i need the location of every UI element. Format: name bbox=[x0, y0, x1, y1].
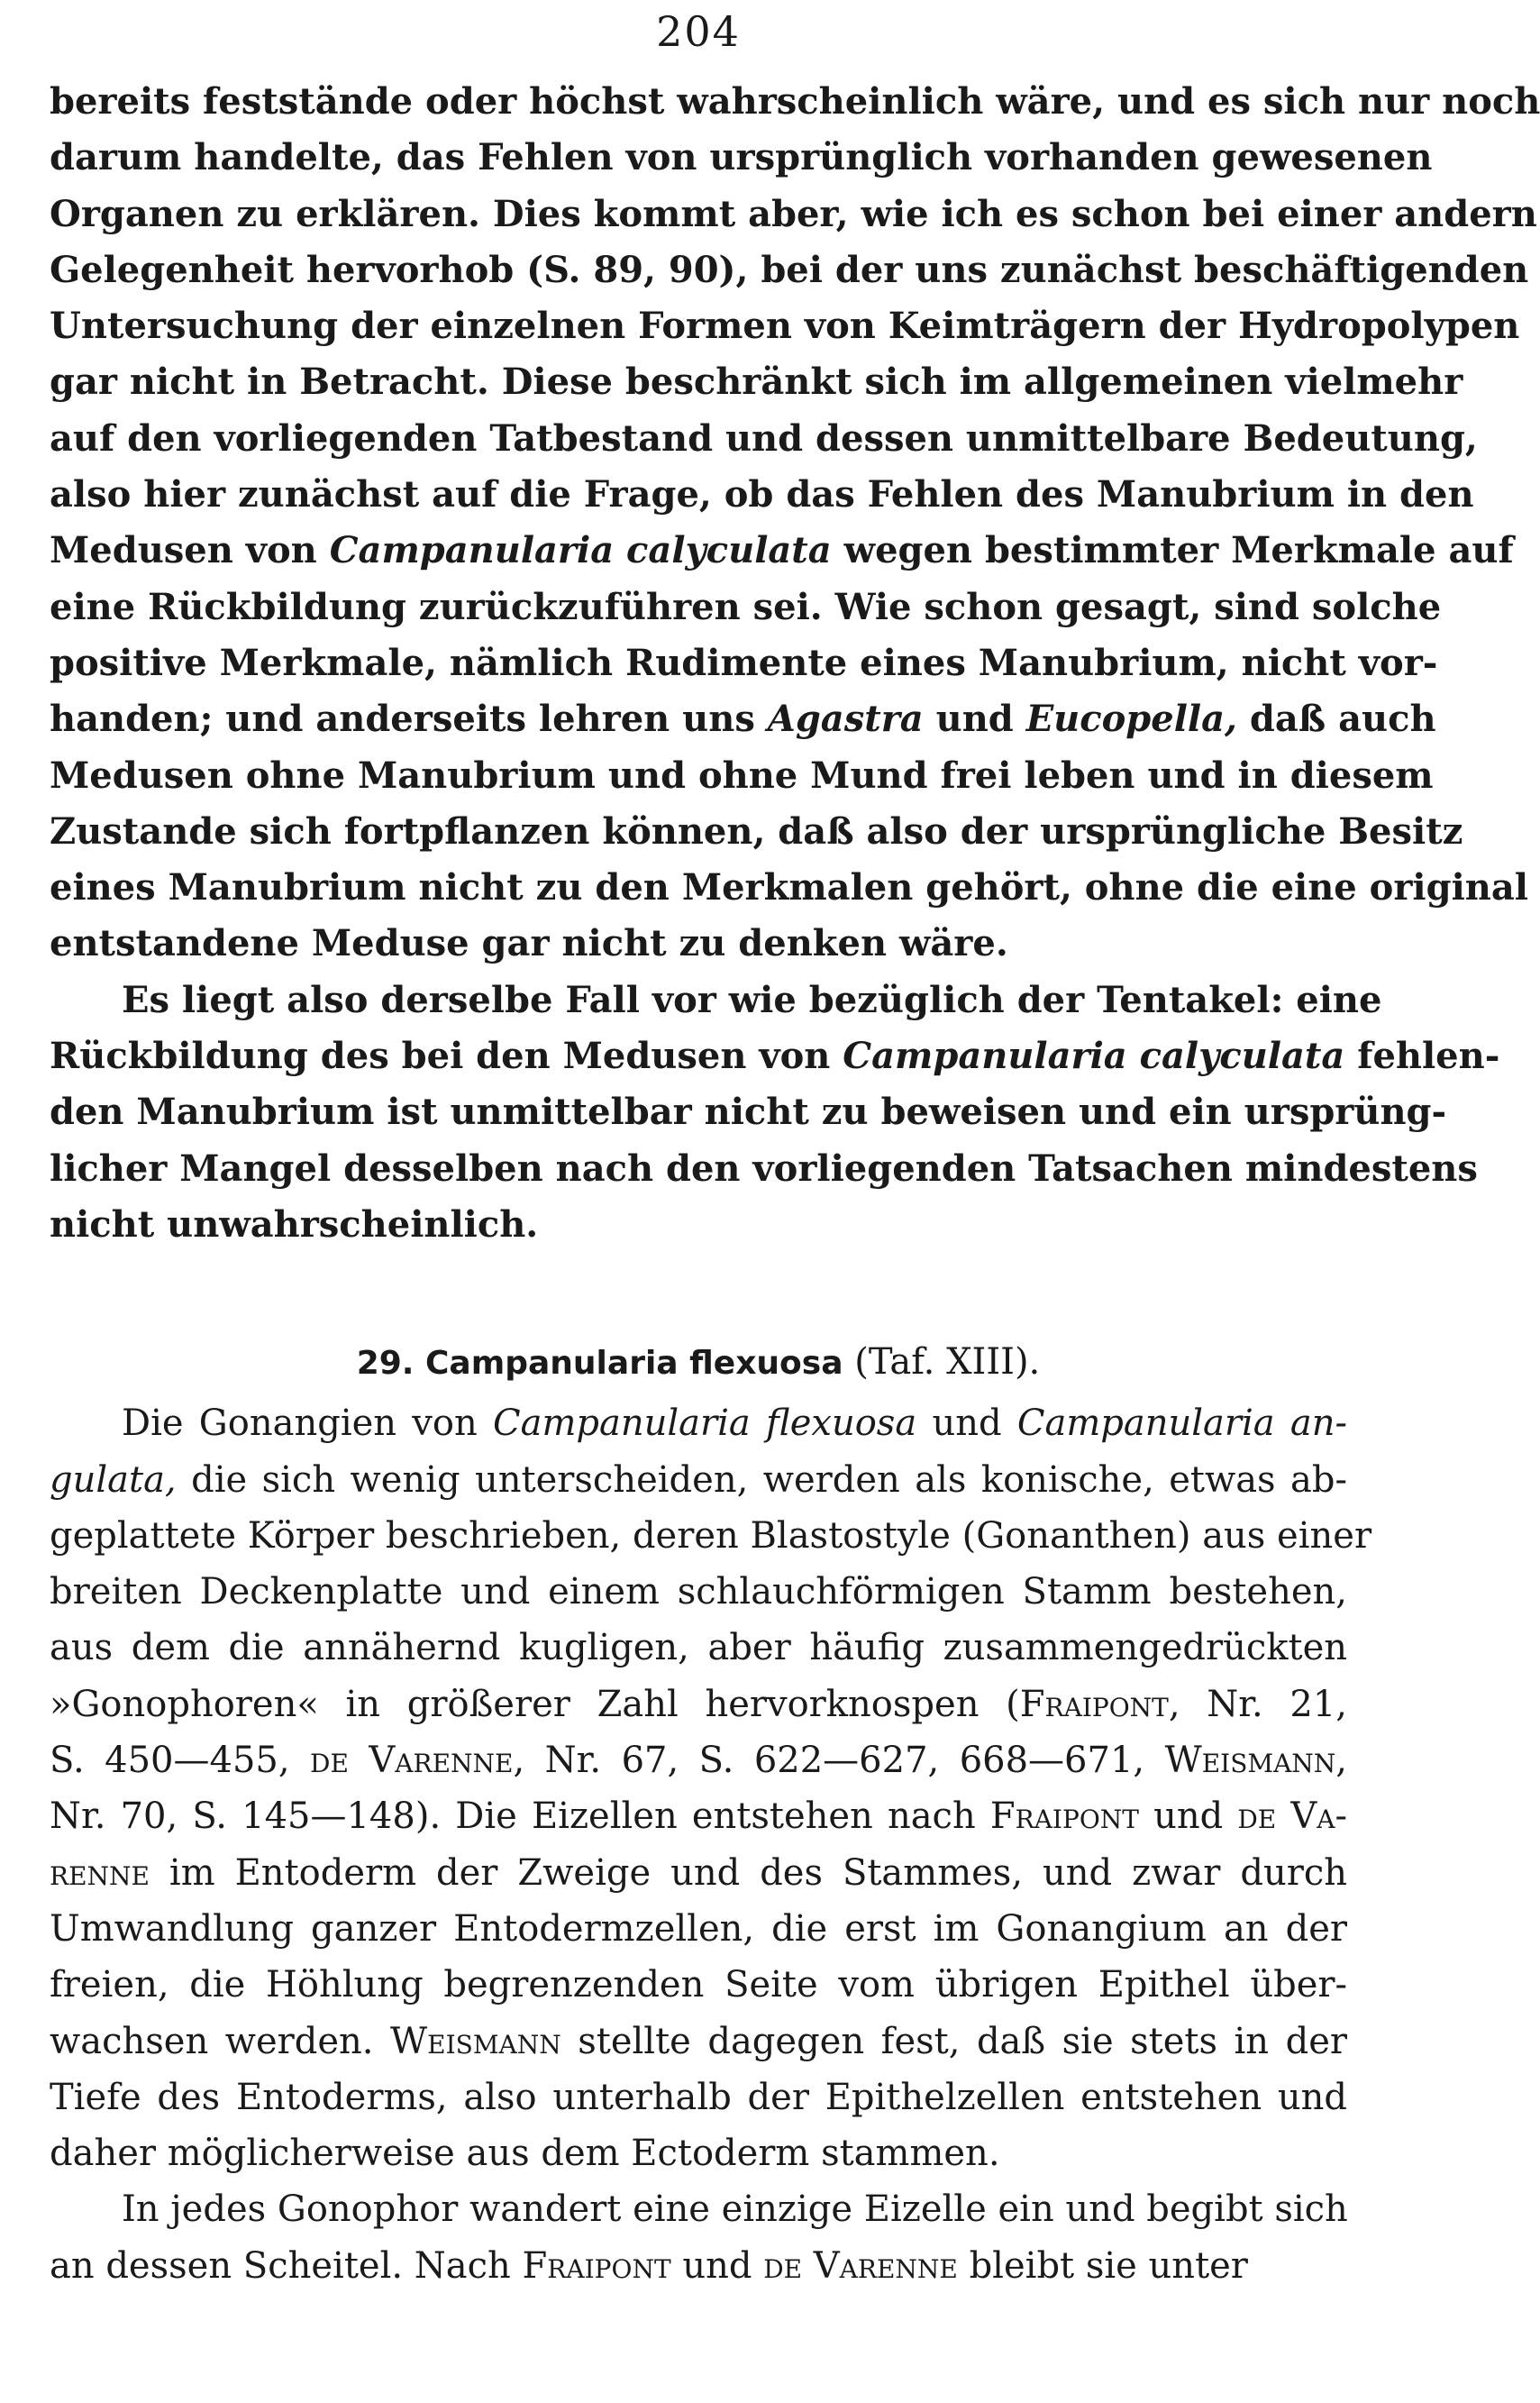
text-line bbox=[50, 804, 1463, 860]
text-line bbox=[50, 467, 1474, 523]
text-line bbox=[50, 2125, 1347, 2181]
text-run: die sich wenig unterscheiden, werden als konische, etwas ab- bbox=[176, 1458, 1347, 1501]
text-run: , Nr. 67, S. 622—627, 668—671, bbox=[513, 1740, 1165, 1782]
text-run: handen; und anderseits lehren uns bbox=[50, 698, 768, 741]
text-line bbox=[50, 411, 1478, 467]
text-run: gar nicht in Betracht. Diese beschränkt sich im allgemeinen vielmehr bbox=[50, 361, 1463, 404]
text-run: stellte dagegen fest, daß sie stets in der bbox=[560, 2020, 1347, 2062]
text-line bbox=[50, 973, 1382, 1028]
text-line bbox=[50, 1395, 1347, 1451]
italic-term: Campanularia flexuosa bbox=[493, 1403, 917, 1445]
text-line bbox=[50, 1677, 1347, 1732]
text-line bbox=[50, 691, 1436, 747]
text-run: In jedes Gonophor wandert eine einzige Eizelle ein und begibt sich bbox=[122, 2188, 1348, 2231]
author-name: Fraipont bbox=[522, 2244, 671, 2287]
italic-term: Campanularia an- bbox=[1016, 1403, 1348, 1445]
text-run: eine Rückbildung zurückzuführen sei. Wie schon gesagt, sind solche bbox=[50, 585, 1442, 628]
text-line bbox=[50, 187, 1537, 242]
text-line bbox=[50, 298, 1520, 354]
text-run: Gelegenheit hervorhob (S. 89, 90), bei der uns zunächst beschäftigenden bbox=[50, 248, 1529, 291]
text-line bbox=[50, 354, 1463, 410]
text-line bbox=[50, 1197, 1347, 1253]
text-run: S. 450—455, bbox=[50, 1740, 311, 1782]
text-line bbox=[50, 242, 1529, 298]
section-heading-title: 29. Campanularia flexuosa bbox=[356, 1345, 843, 1383]
italic-term: Agastra bbox=[767, 698, 924, 741]
text-run: Zustande sich fortpflanzen können, daß also der ursprüngliche Besitz bbox=[50, 809, 1463, 853]
text-run: fehlen- bbox=[1344, 1035, 1500, 1078]
text-run: im Entoderm der Zweige und des Stammes, und zwar durch bbox=[149, 1851, 1347, 1894]
text-run: eines Manubrium nicht zu den Merkmalen gehört, ohne die eine original bbox=[50, 866, 1528, 909]
text-line bbox=[50, 1620, 1347, 1676]
text-run: Untersuchung der einzelnen Formen von Keimträgern der Hydropolypen bbox=[50, 305, 1520, 348]
text-run: , Nr. 21, bbox=[1168, 1683, 1348, 1725]
text-run: Rückbildung des bei den Medusen von bbox=[50, 1035, 843, 1078]
text-run: Medusen von bbox=[50, 529, 330, 572]
text-run: daß auch bbox=[1236, 698, 1436, 741]
text-run: und bbox=[670, 2244, 764, 2287]
text-run: positive Merkmale, nämlich Rudimente eines Manubrium, nicht vor- bbox=[50, 641, 1438, 684]
text-run: und bbox=[923, 698, 1026, 741]
author-name: de Varenne bbox=[310, 1740, 514, 1782]
text-line bbox=[50, 1508, 1372, 1564]
text-block-before-heading bbox=[50, 74, 1540, 1253]
text-run: , bbox=[1335, 1740, 1348, 1782]
author-name: de Va- bbox=[1237, 1795, 1348, 1838]
text-line bbox=[50, 860, 1528, 916]
text-line bbox=[50, 916, 1347, 972]
text-run: Die Gonangien von bbox=[122, 1403, 494, 1445]
section-heading-suffix: (Taf. XIII). bbox=[854, 1341, 1041, 1384]
text-run: daher möglicherweise aus dem Ectoderm stammen. bbox=[50, 2133, 1000, 2175]
text-run: darum handelte, das Fehlen von ursprünglich vorhanden gewesenen bbox=[50, 136, 1433, 179]
text-run: Umwandlung ganzer Entodermzellen, die erst im Gonangium an der bbox=[50, 1907, 1347, 1950]
text-run: Tiefe des Entoderms, also unterhalb der Epithelzellen entstehen und bbox=[50, 2076, 1347, 2118]
text-line bbox=[50, 2070, 1347, 2125]
text-line bbox=[50, 1028, 1500, 1084]
text-run: entstandene Meduse gar nicht zu denken wäre. bbox=[50, 922, 1008, 965]
author-name: Fraipont bbox=[1019, 1683, 1169, 1725]
paragraph bbox=[50, 973, 1500, 1253]
text-line bbox=[50, 1452, 1347, 1508]
text-line bbox=[50, 130, 1433, 186]
italic-term: gulata, bbox=[50, 1458, 177, 1501]
text-line bbox=[50, 1957, 1347, 2013]
text-line bbox=[50, 1845, 1347, 1901]
text-line bbox=[50, 580, 1442, 635]
author-name: Fraipont bbox=[989, 1795, 1139, 1838]
text-line bbox=[50, 2181, 1347, 2237]
text-line bbox=[50, 1732, 1347, 1788]
text-run: also hier zunächst auf die Frage, ob das Fehlen des Manubrium in den bbox=[50, 473, 1474, 516]
document-page bbox=[50, 0, 1540, 2294]
text-run: bereits feststände oder höchst wahrscheinlich wäre, und es sich nur noch bbox=[50, 80, 1540, 123]
text-line bbox=[50, 523, 1514, 579]
italic-term: Campanularia calyculata bbox=[843, 1035, 1345, 1078]
text-run: geplattete Körper beschrieben, deren Blastostyle (Gonanthen) aus einer bbox=[50, 1514, 1372, 1557]
text-line bbox=[50, 2238, 1347, 2294]
text-run: Nr. 70, S. 145—148). Die Eizellen entstehen nach bbox=[50, 1795, 990, 1838]
author-name: de Varenne bbox=[763, 2244, 958, 2287]
text-run: Es liegt also derselbe Fall vor wie bezüglich der Tentakel: eine bbox=[122, 978, 1382, 1021]
text-run: nicht unwahrscheinlich. bbox=[50, 1202, 539, 1246]
text-run: breiten Deckenplatte und einem schlauchförmigen Stamm bestehen, bbox=[50, 1571, 1347, 1613]
paragraph bbox=[50, 2181, 1347, 2294]
text-line bbox=[50, 1788, 1347, 1844]
text-run: licher Mangel desselben nach den vorliegenden Tatsachen mindestens bbox=[50, 1147, 1478, 1190]
text-run: »Gonophoren« in größerer Zahl hervorknospen ( bbox=[50, 1683, 1020, 1725]
text-line bbox=[50, 1901, 1347, 1957]
text-line bbox=[50, 2014, 1347, 2070]
text-line bbox=[50, 635, 1438, 691]
paragraph bbox=[50, 74, 1540, 973]
section-heading bbox=[50, 1334, 1347, 1395]
text-line bbox=[50, 748, 1434, 804]
text-block-after-heading bbox=[50, 1395, 1372, 2294]
text-run: wegen bestimmter Merkmale auf bbox=[831, 529, 1514, 572]
author-name: Weismann bbox=[390, 2020, 561, 2062]
text-line bbox=[50, 1141, 1478, 1197]
text-line bbox=[50, 74, 1540, 130]
italic-term: Campanularia calyculata bbox=[329, 529, 832, 572]
text-run: wachsen werden. bbox=[50, 2020, 391, 2062]
text-run: und bbox=[916, 1403, 1017, 1445]
italic-term: Eucopella, bbox=[1025, 698, 1237, 741]
text-run: bleibt sie unter bbox=[957, 2244, 1248, 2287]
text-run: aus dem die annähernd kugligen, aber häufig zusammengedrückten bbox=[50, 1627, 1347, 1669]
text-run: freien, die Höhlung begrenzenden Seite vom übrigen Epithel über- bbox=[50, 1964, 1347, 2006]
text-run: Medusen ohne Manubrium und ohne Mund frei leben und in diesem bbox=[50, 754, 1434, 797]
text-run: den Manubrium ist unmittelbar nicht zu beweisen und ein ursprüng- bbox=[50, 1091, 1447, 1134]
text-run: auf den vorliegenden Tatbestand und dessen unmittelbare Bedeutung, bbox=[50, 416, 1478, 460]
text-line bbox=[50, 1564, 1347, 1620]
text-run: Organen zu erklären. Dies kommt aber, wie ich es schon bei einer andern bbox=[50, 192, 1537, 235]
paragraph bbox=[50, 1395, 1372, 2181]
author-name: Weismann bbox=[1164, 1740, 1336, 1782]
section-spacer bbox=[50, 1253, 1347, 1334]
page-number: 204 bbox=[656, 7, 741, 56]
text-line bbox=[50, 1084, 1447, 1140]
text-run: an dessen Scheitel. Nach bbox=[50, 2244, 523, 2287]
text-run: und bbox=[1138, 1795, 1238, 1838]
author-name: renne bbox=[50, 1851, 150, 1894]
